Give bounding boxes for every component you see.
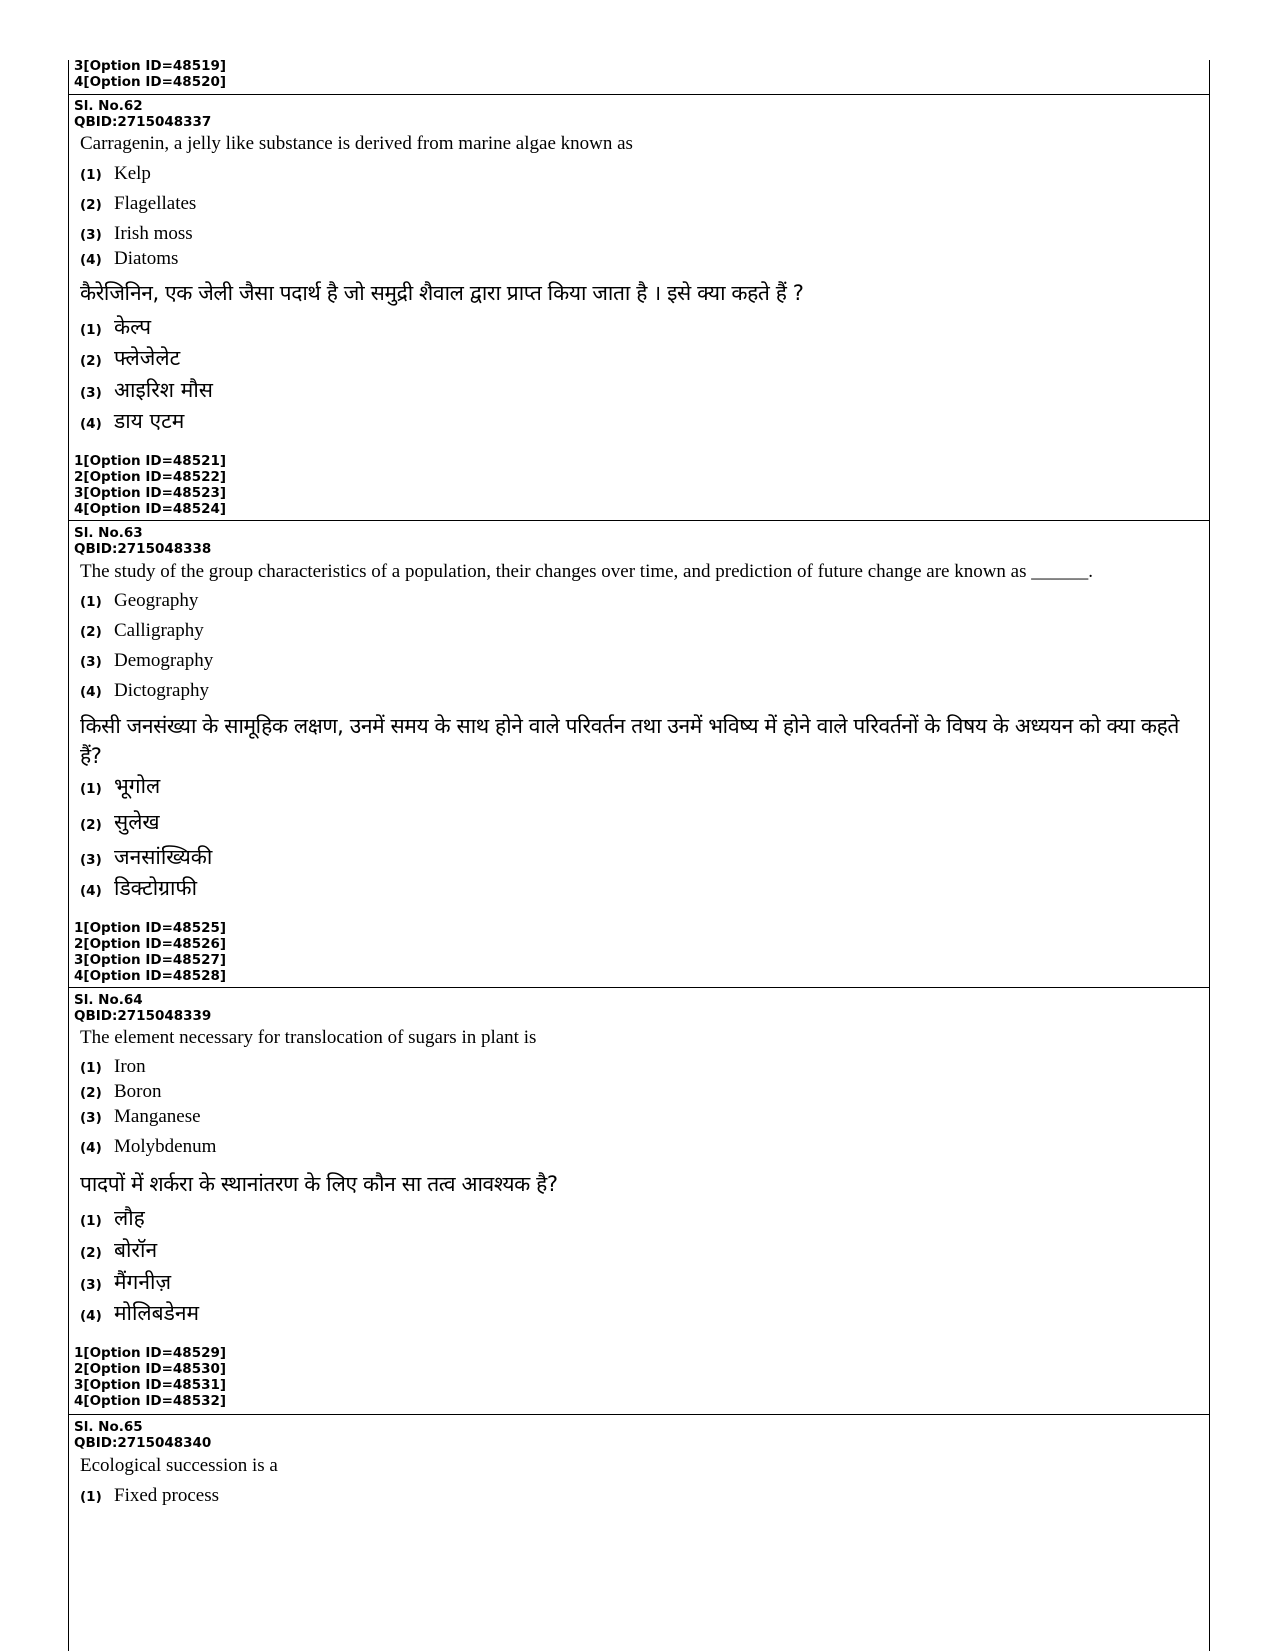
option-number: (1) [80,594,102,610]
option-number: (1) [80,167,102,183]
question-separator [68,987,1209,988]
option-number: (2) [80,624,102,640]
qbid: QBID:2715048340 [74,1435,212,1451]
serial-number: Sl. No.62 [74,98,143,114]
question-separator [68,1414,1209,1415]
qbid: QBID:2715048339 [74,1008,212,1024]
question-text-english: Ecological succession is a [80,1455,278,1476]
option-en-3 [80,650,213,672]
option-number: (2) [80,197,102,213]
option-hi-4 [80,1299,199,1327]
option-en-4 [80,248,178,270]
option-en-3 [80,1106,201,1128]
question-text-hindi: पादपों में शर्करा के स्थानांतरण के लिए कौन सा तत्व आवश्यक है? [80,1172,558,1196]
question-text-english: The element necessary for translocation of sugars in plant is [80,1027,537,1048]
option-text: Flagellates [114,193,197,214]
question-text-hindi: किसी जनसंख्या के सामूहिक लक्षण, उनमें समय के साथ होने वाले परिवर्तन तथा उनमें भविष्य में होने वाले परिवर्तनों के विषय के अध्ययन को क्या कहते हैं? [80,714,1179,768]
option-number: (2) [80,353,102,369]
option-hi-2 [80,808,160,836]
option-text: Diatoms [114,248,179,269]
option-en-3 [80,223,193,245]
option-en-1 [80,1056,146,1078]
option-hi-2 [80,1236,157,1264]
option-text: Irish moss [114,223,193,244]
option-id: 1[Option ID=48529] [74,1345,227,1361]
option-id: 3[Option ID=48527] [74,952,227,968]
option-en-2 [80,1081,162,1103]
option-number: (3) [80,227,102,243]
option-text: Calligraphy [114,620,204,641]
option-hi-3 [80,376,213,404]
option-number: (1) [80,781,102,797]
option-hi-4 [80,874,197,902]
option-id: 3[Option ID=48523] [74,485,227,501]
option-en-1 [80,1485,219,1507]
option-number: (2) [80,817,102,833]
option-en-2 [80,620,204,642]
option-text: Manganese [114,1106,201,1127]
question-text-hindi: कैरेजिनिन, एक जेली जैसा पदार्थ है जो समुद्री शैवाल द्वारा प्राप्त किया जाता है । इसे क्या कहते हैं ? [80,281,804,305]
option-id: 1[Option ID=48525] [74,920,227,936]
option-id: 2[Option ID=48530] [74,1361,227,1377]
option-number: (1) [80,1213,102,1229]
serial-number: Sl. No.63 [74,525,143,541]
option-text: डिक्टोग्राफी [114,876,198,900]
option-number: (1) [80,1489,102,1505]
option-id: 4[Option ID=48528] [74,968,227,984]
option-number: (4) [80,1140,102,1156]
option-text: फ्लेजेलेट [114,346,181,370]
option-number: (3) [80,1277,102,1293]
option-hi-4 [80,407,184,435]
option-text: Kelp [114,163,151,184]
option-hi-2 [80,344,180,372]
option-number: (3) [80,1110,102,1126]
qbid: QBID:2715048337 [74,114,212,130]
option-text: लौह [114,1206,145,1230]
option-number: (3) [80,654,102,670]
option-number: (4) [80,416,102,432]
serial-number: Sl. No.65 [74,1419,143,1435]
option-en-2 [80,193,196,215]
option-text: Molybdenum [114,1136,217,1157]
option-id: 3[Option ID=48519] [74,58,227,74]
option-number: (2) [80,1085,102,1101]
option-en-1 [80,590,198,612]
qbid: QBID:2715048338 [74,541,212,557]
option-id: 1[Option ID=48521] [74,453,227,469]
option-number: (1) [80,322,102,338]
option-number: (4) [80,1308,102,1324]
serial-number: Sl. No.64 [74,992,143,1008]
option-number: (4) [80,684,102,700]
option-number: (4) [80,252,102,268]
option-hi-1 [80,772,160,800]
option-text: मोलिबडेनम [114,1301,200,1325]
option-en-4 [80,680,209,702]
option-text: केल्प [114,315,152,339]
option-text: सुलेख [114,810,160,834]
option-text: Boron [114,1081,162,1102]
option-number: (3) [80,852,102,868]
option-number: (3) [80,385,102,401]
option-en-1 [80,163,151,185]
option-text: Demography [114,650,214,671]
option-text: भूगोल [114,774,161,798]
option-text: जनसांख्यिकी [114,845,213,869]
option-number: (1) [80,1060,102,1076]
option-text: Iron [114,1056,146,1077]
option-id: 2[Option ID=48526] [74,936,227,952]
option-hi-1 [80,313,151,341]
option-text: Geography [114,590,199,611]
option-id: 4[Option ID=48524] [74,501,227,517]
question-separator [68,94,1209,95]
question-text-english: Carragenin, a jelly like substance is derived from marine algae known as [80,133,633,154]
question-separator [68,520,1209,521]
option-id: 2[Option ID=48522] [74,469,227,485]
question-text-english: The study of the group characteristics of a population, their changes over time, and prediction of future change are known as ______. [80,561,1094,582]
option-text: आइरिश मौस [114,378,213,402]
option-id: 4[Option ID=48520] [74,74,227,90]
option-text: Dictography [114,680,209,701]
option-id: 4[Option ID=48532] [74,1393,227,1409]
option-hi-3 [80,1268,171,1296]
option-text: डाय एटम [114,409,185,433]
option-number: (4) [80,883,102,899]
option-id: 3[Option ID=48531] [74,1377,227,1393]
option-text: बोरॉन [114,1238,158,1262]
option-number: (2) [80,1245,102,1261]
option-hi-3 [80,843,212,871]
option-text: मैंगनीज़ [114,1270,172,1294]
option-hi-1 [80,1204,145,1232]
option-en-4 [80,1136,216,1158]
option-text: Fixed process [114,1485,220,1506]
